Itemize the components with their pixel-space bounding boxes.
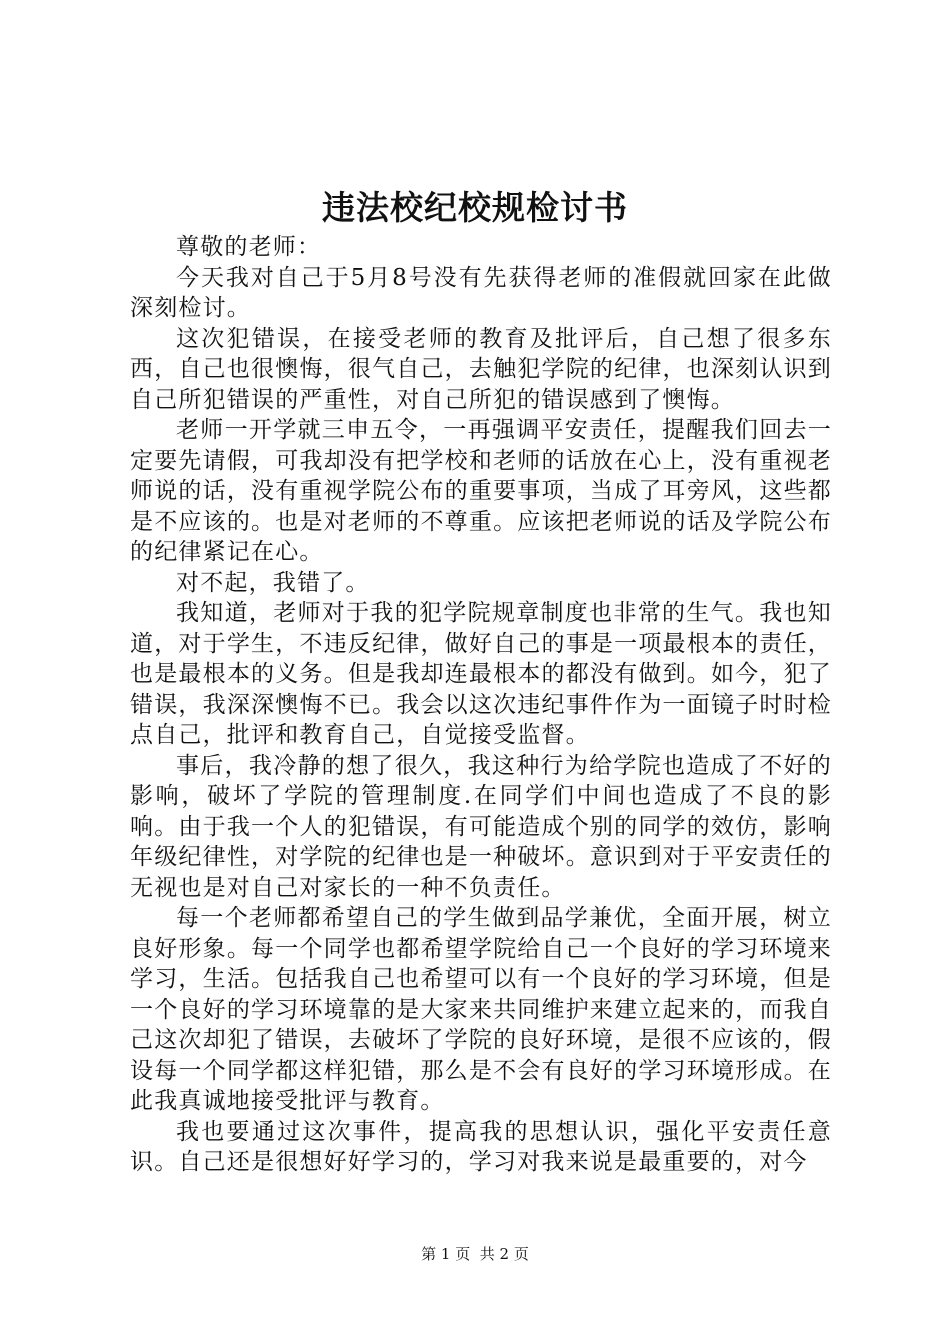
body-paragraph: 今天我对自己于5月8号没有先获得老师的准假就回家在此做深刻检讨。: [130, 264, 832, 321]
body-paragraph: 对不起，我错了。: [176, 569, 370, 596]
body-paragraph: 事后，我冷静的想了很久，我这种行为给学院也造成了不好的影响，破坏了学院的管理制度.在同学们中间也造成了不良的影响。由于我一个人的犯错误，有可能造成个别的同学的效仿，影响年级纪律性，对学院的纪律也是一种破坏。意识到对于平安责任的无视也是对自己对家长的一种不负责任。: [130, 752, 832, 901]
body-paragraph: 我也要通过这次事件，提高我的思想认识，强化平安责任意识。自己还是很想好好学习的，学习对我来说是最重要的，对今: [130, 1118, 832, 1175]
salutation: 尊敬的老师：: [176, 234, 322, 260]
body-paragraph: 每一个老师都希望自己的学生做到品学兼优，全面开展，树立良好形象。每一个同学也都希望学院给自己一个良好的学习环境来学习，生活。包括我自己也希望可以有一个良好的学习环境，但是一个良好的学习环境靠的是大家来共同维护来建立起来的，而我自己这次却犯了错误，去破坏了学院的良好环境，是很不应该的，假设每一个同学都这样犯错，那么是不会有良好的学习环境形成。在此我真诚地接受批评与教育。: [130, 905, 832, 1114]
body-paragraph: 我知道，老师对于我的犯学院规章制度也非常的生气。我也知道，对于学生，不违反纪律，做好自己的事是一项最根本的责任，也是最根本的义务。但是我却连最根本的都没有做到。如今，犯了错误，我深深懊悔不已。我会以这次违纪事件作为一面镜子时时检点自己，批评和教育自己，自觉接受监督。: [130, 600, 832, 748]
document-title: 违法校纪校规检讨书: [322, 188, 628, 227]
body-paragraph: 这次犯错误，在接受老师的教育及批评后，自己想了很多东西，自己也很懊悔，很气自己，去触犯学院的纪律，也深刻认识到自己所犯错误的严重性，对自己所犯的错误感到了懊悔。: [130, 325, 832, 413]
body-paragraph: 老师一开学就三申五令，一再强调平安责任，提醒我们回去一定要先请假，可我却没有把学校和老师的话放在心上，没有重视老师说的话，没有重视学院公布的重要事项，当成了耳旁风，这些都是不应该的。也是对老师的不尊重。应该把老师说的话及学院公布的纪律紧记在心。: [130, 417, 832, 565]
page-number-footer: 第 1 页 共 2 页: [421, 1245, 529, 1263]
document-body: [130, 232, 832, 1178]
